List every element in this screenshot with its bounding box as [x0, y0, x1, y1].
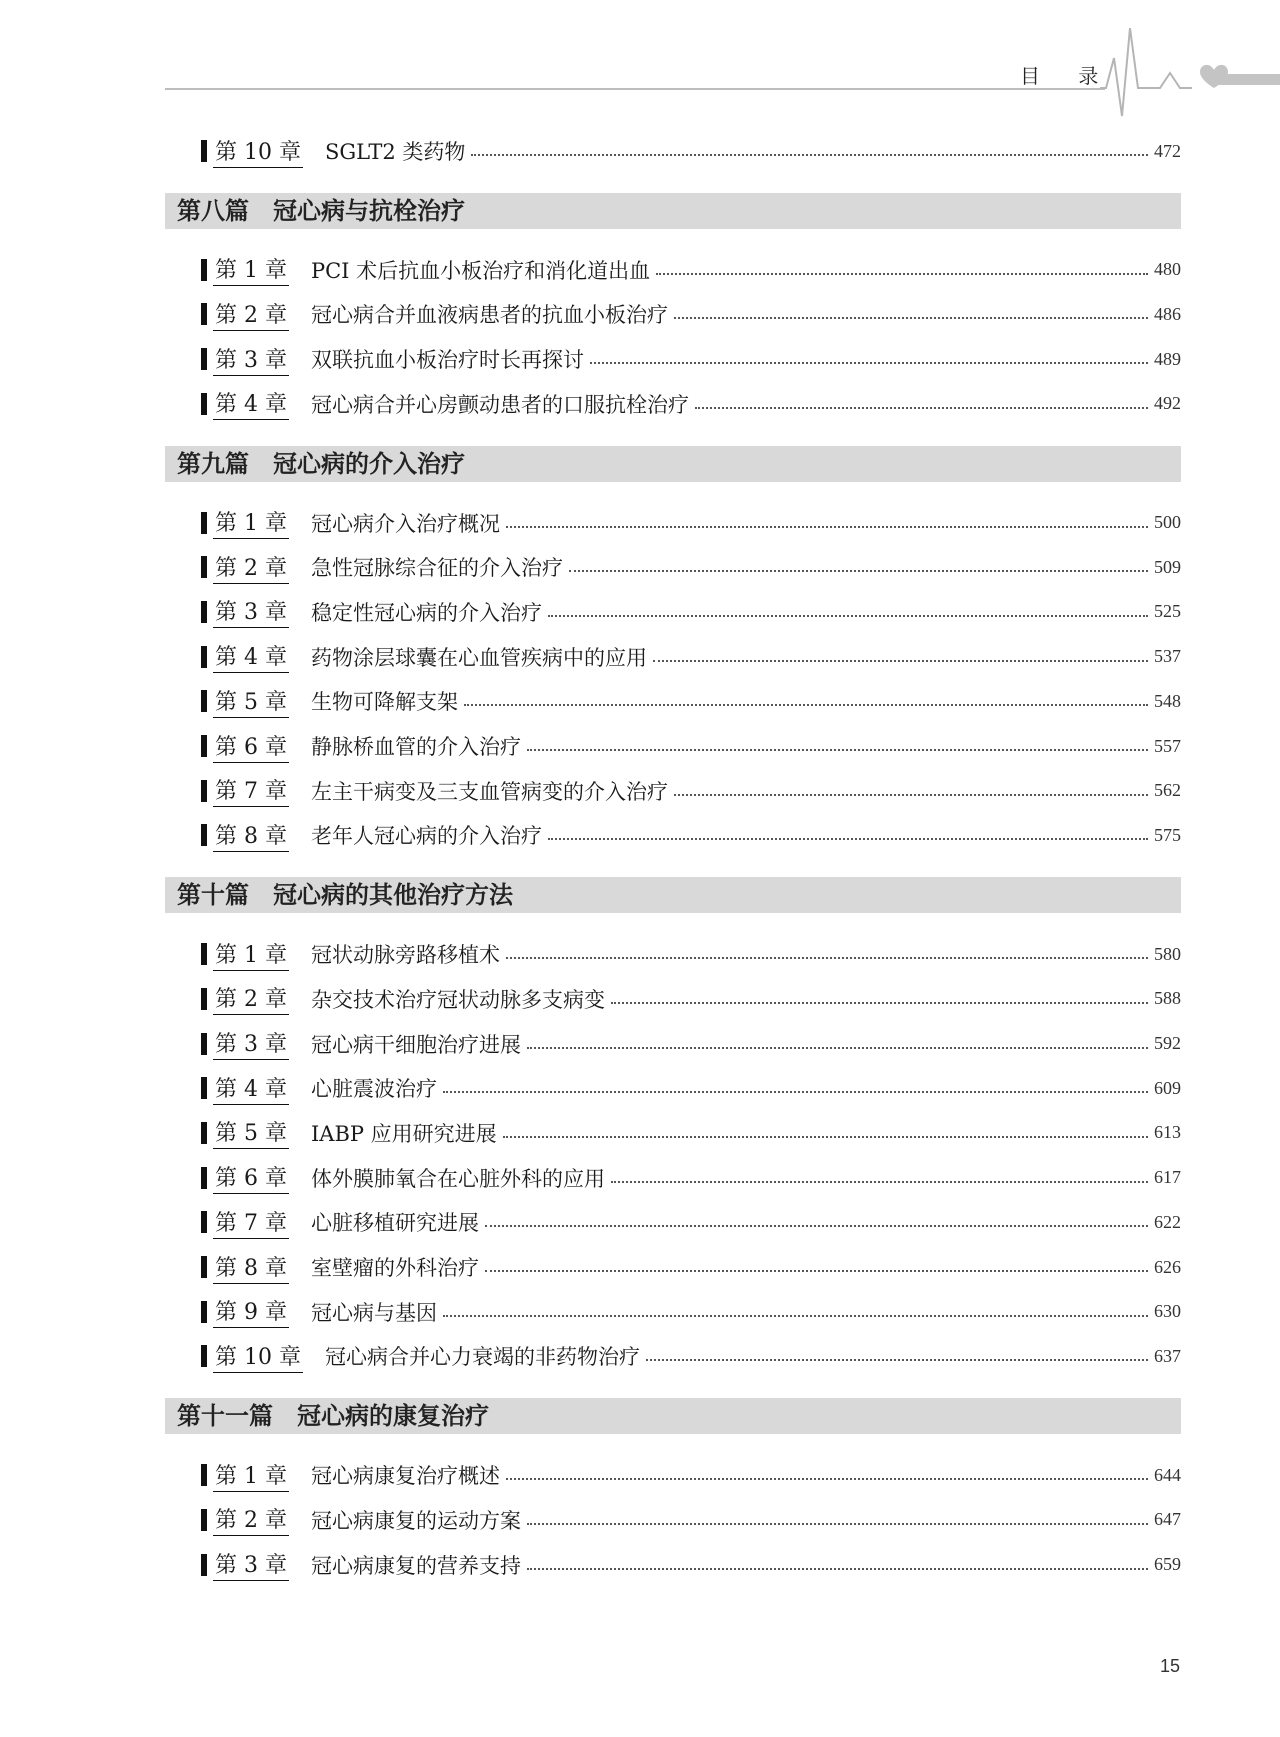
toc-entry[interactable] [201, 684, 1181, 718]
dot-leader [611, 1181, 1148, 1183]
dot-leader [527, 749, 1148, 751]
chapter-marker-icon [201, 1211, 207, 1233]
chapter-title: 冠心病合并心力衰竭的非药物治疗 [324, 1345, 640, 1370]
dot-leader [548, 838, 1148, 840]
chapter-page-number: 472 [1154, 140, 1181, 161]
section-heading[interactable] [165, 446, 1181, 482]
dot-leader [503, 1136, 1148, 1138]
chapter-number: 第 4 章 [213, 1072, 289, 1105]
dot-leader [443, 1091, 1148, 1093]
chapter-number: 第 1 章 [213, 938, 289, 971]
toc-entry[interactable] [201, 1548, 1181, 1582]
chapter-page-number: 562 [1154, 780, 1181, 801]
chapter-title: PCI 术后抗血小板治疗和消化道出血 [310, 258, 651, 283]
chapter-title: 双联抗血小板治疗时长再探讨 [310, 348, 584, 373]
chapter-number: 第 2 章 [213, 1503, 289, 1536]
chapter-marker-icon [201, 259, 207, 281]
toc-entry[interactable] [201, 595, 1181, 629]
toc-entry[interactable] [201, 774, 1181, 808]
dot-leader [674, 794, 1148, 796]
toc-entry[interactable] [201, 1339, 1181, 1373]
chapter-title: 冠心病合并血液病患者的抗血小板治疗 [310, 303, 668, 328]
chapter-number: 第 3 章 [213, 1548, 289, 1581]
dot-leader [471, 154, 1148, 156]
chapter-title: SGLT2 类药物 [324, 140, 466, 164]
dot-leader [611, 1002, 1148, 1004]
chapter-marker-icon [201, 988, 207, 1010]
toc-entry[interactable] [201, 640, 1181, 674]
chapter-marker-icon [201, 824, 207, 846]
chapter-page-number: 609 [1154, 1077, 1181, 1098]
chapter-marker-icon [201, 512, 207, 534]
toc-entry[interactable] [201, 1503, 1181, 1537]
chapter-number: 第 3 章 [213, 343, 289, 376]
toc-entry[interactable] [201, 1295, 1181, 1329]
chapter-marker-icon [201, 1509, 207, 1531]
chapter-marker-icon [201, 393, 207, 415]
toc-entry[interactable] [201, 550, 1181, 584]
dot-leader [695, 407, 1148, 409]
chapter-page-number: 630 [1154, 1301, 1181, 1322]
chapter-page-number: 500 [1154, 512, 1181, 532]
chapter-number: 第 1 章 [213, 1459, 289, 1492]
chapter-title: IABP 应用研究进展 [310, 1121, 497, 1146]
chapter-marker-icon [201, 1033, 207, 1055]
chapter-number: 第 1 章 [213, 506, 289, 539]
toc-entry[interactable] [201, 253, 1181, 287]
chapter-marker-icon [201, 1077, 207, 1099]
dot-leader [590, 362, 1148, 364]
toc-entry[interactable] [201, 982, 1181, 1016]
chapter-page-number: 659 [1154, 1554, 1181, 1574]
chapter-page-number: 525 [1154, 601, 1181, 622]
dot-leader [506, 526, 1148, 528]
toc-entry[interactable] [201, 1071, 1181, 1105]
chapter-title: 室壁瘤的外科治疗 [310, 1256, 479, 1280]
section-number: 第九篇 [177, 449, 249, 478]
section-heading[interactable] [165, 877, 1181, 913]
chapter-page-number: 622 [1154, 1211, 1181, 1232]
chapter-title: 心脏震波治疗 [310, 1077, 437, 1102]
chapter-marker-icon [201, 780, 207, 802]
chapter-marker-icon [201, 1256, 207, 1278]
toc-entry[interactable] [201, 1027, 1181, 1061]
section-number: 第十一篇 [177, 1402, 273, 1431]
dot-leader [485, 1225, 1148, 1227]
dot-leader [527, 1047, 1148, 1049]
chapter-marker-icon [201, 1554, 207, 1576]
chapter-title: 左主干病变及三支血管病变的介入治疗 [310, 779, 668, 804]
chapter-number: 第 5 章 [213, 685, 289, 718]
chapter-number: 第 10 章 [213, 1340, 303, 1373]
chapter-marker-icon [201, 735, 207, 757]
section-heading[interactable] [165, 1398, 1181, 1434]
toc-entry[interactable] [201, 387, 1181, 421]
chapter-title: 体外膜肺氧合在心脏外科的应用 [310, 1166, 605, 1191]
chapter-marker-icon [201, 943, 207, 965]
dot-leader [653, 660, 1148, 662]
dot-leader [548, 615, 1148, 617]
page-header-title: 目 录 [1020, 64, 1115, 88]
chapter-title: 冠心病康复治疗概述 [310, 1464, 500, 1489]
chapter-number: 第 2 章 [213, 551, 289, 584]
chapter-number: 第 10 章 [213, 135, 303, 168]
section-heading[interactable] [165, 193, 1181, 229]
chapter-title: 生物可降解支架 [310, 690, 458, 715]
toc-entry[interactable] [201, 1205, 1181, 1239]
chapter-number: 第 4 章 [213, 640, 289, 673]
chapter-page-number: 613 [1154, 1122, 1181, 1143]
chapter-number: 第 6 章 [213, 1161, 289, 1194]
chapter-marker-icon [201, 601, 207, 623]
chapter-marker-icon [201, 556, 207, 578]
chapter-marker-icon [201, 1122, 207, 1144]
chapter-page-number: 617 [1154, 1167, 1181, 1188]
toc-entry[interactable] [201, 818, 1181, 852]
dot-leader [527, 1568, 1148, 1570]
chapter-number: 第 6 章 [213, 730, 289, 763]
chapter-page-number: 492 [1154, 393, 1181, 414]
chapter-title: 静脉桥血管的介入治疗 [310, 735, 521, 759]
chapter-page-number: 480 [1154, 259, 1181, 280]
dot-leader [506, 1478, 1148, 1480]
toc-entry[interactable] [201, 506, 1181, 540]
chapter-title: 老年人冠心病的介入治疗 [310, 824, 542, 849]
toc-entry[interactable] [201, 729, 1181, 763]
chapter-title: 冠心病康复的营养支持 [310, 1553, 521, 1578]
chapter-page-number: 592 [1154, 1033, 1181, 1053]
toc-entry[interactable] [201, 1250, 1181, 1284]
chapter-title: 冠心病与基因 [310, 1300, 437, 1325]
dot-leader [506, 957, 1148, 959]
chapter-page-number: 548 [1154, 690, 1181, 711]
chapter-number: 第 9 章 [213, 1295, 289, 1328]
chapter-marker-icon [201, 646, 207, 668]
toc-entry[interactable] [201, 134, 1181, 168]
chapter-marker-icon [201, 1464, 207, 1486]
chapter-marker-icon [201, 303, 207, 325]
toc-entry[interactable] [201, 1116, 1181, 1150]
chapter-page-number: 588 [1154, 988, 1181, 1009]
chapter-page-number: 509 [1154, 556, 1181, 577]
chapter-marker-icon [201, 140, 207, 162]
chapter-title: 杂交技术治疗冠状动脉多支病变 [310, 987, 605, 1012]
chapter-title: 冠心病介入治疗概况 [310, 511, 500, 536]
chapter-page-number: 489 [1154, 348, 1181, 369]
chapter-title: 急性冠脉综合征的介入治疗 [310, 556, 563, 581]
chapter-page-number: 537 [1154, 646, 1181, 667]
chapter-page-number: 644 [1154, 1464, 1181, 1485]
dot-leader [656, 273, 1148, 275]
section-number: 第十篇 [177, 881, 249, 910]
chapter-title: 药物涂层球囊在心血管疾病中的应用 [310, 645, 647, 670]
chapter-marker-icon [201, 690, 207, 712]
chapter-marker-icon [201, 1345, 207, 1367]
chapter-title: 心脏移植研究进展 [310, 1211, 479, 1236]
section-title: 冠心病与抗栓治疗 [273, 196, 465, 225]
chapter-number: 第 3 章 [213, 1027, 289, 1060]
chapter-page-number: 557 [1154, 735, 1181, 756]
section-title: 冠心病的其他治疗方法 [273, 881, 513, 910]
chapter-number: 第 3 章 [213, 595, 289, 628]
chapter-number: 第 2 章 [213, 982, 289, 1015]
chapter-page-number: 626 [1154, 1256, 1181, 1277]
chapter-number: 第 4 章 [213, 387, 289, 420]
toc-entry[interactable] [201, 1458, 1181, 1492]
section-number: 第八篇 [177, 196, 249, 225]
chapter-page-number: 580 [1154, 943, 1181, 964]
chapter-page-number: 637 [1154, 1345, 1181, 1366]
chapter-number: 第 8 章 [213, 819, 289, 852]
toc-entry[interactable] [201, 1161, 1181, 1195]
toc-entry[interactable] [201, 937, 1181, 971]
dot-leader [485, 1270, 1148, 1272]
heart-ecg-icon [1100, 28, 1280, 120]
chapter-page-number: 486 [1154, 303, 1181, 324]
page-number: 15 [1160, 1656, 1181, 1676]
chapter-number: 第 7 章 [213, 774, 289, 807]
chapter-number: 第 2 章 [213, 298, 289, 331]
dot-leader [646, 1359, 1148, 1361]
toc-entry[interactable] [201, 342, 1181, 376]
chapter-marker-icon [201, 348, 207, 370]
toc-entry[interactable] [201, 297, 1181, 331]
chapter-page-number: 647 [1154, 1509, 1181, 1530]
section-title: 冠心病的康复治疗 [297, 1402, 489, 1431]
dot-leader [674, 317, 1148, 319]
chapter-number: 第 8 章 [213, 1251, 289, 1284]
dot-leader [527, 1523, 1148, 1525]
chapter-title: 稳定性冠心病的介入治疗 [310, 600, 542, 625]
header-rule [165, 88, 1105, 90]
dot-leader [443, 1315, 1148, 1317]
chapter-number: 第 1 章 [213, 253, 289, 286]
chapter-title: 冠状动脉旁路移植术 [310, 943, 500, 968]
chapter-title: 冠心病合并心房颤动患者的口服抗栓治疗 [310, 392, 689, 417]
chapter-marker-icon [201, 1301, 207, 1323]
chapter-title: 冠心病康复的运动方案 [310, 1508, 521, 1533]
dot-leader [464, 704, 1148, 706]
dot-leader [569, 570, 1148, 572]
chapter-number: 第 7 章 [213, 1206, 289, 1239]
chapter-page-number: 575 [1154, 824, 1181, 845]
chapter-number: 第 5 章 [213, 1116, 289, 1149]
chapter-marker-icon [201, 1167, 207, 1189]
chapter-title: 冠心病干细胞治疗进展 [310, 1032, 521, 1057]
section-title: 冠心病的介入治疗 [273, 449, 465, 478]
